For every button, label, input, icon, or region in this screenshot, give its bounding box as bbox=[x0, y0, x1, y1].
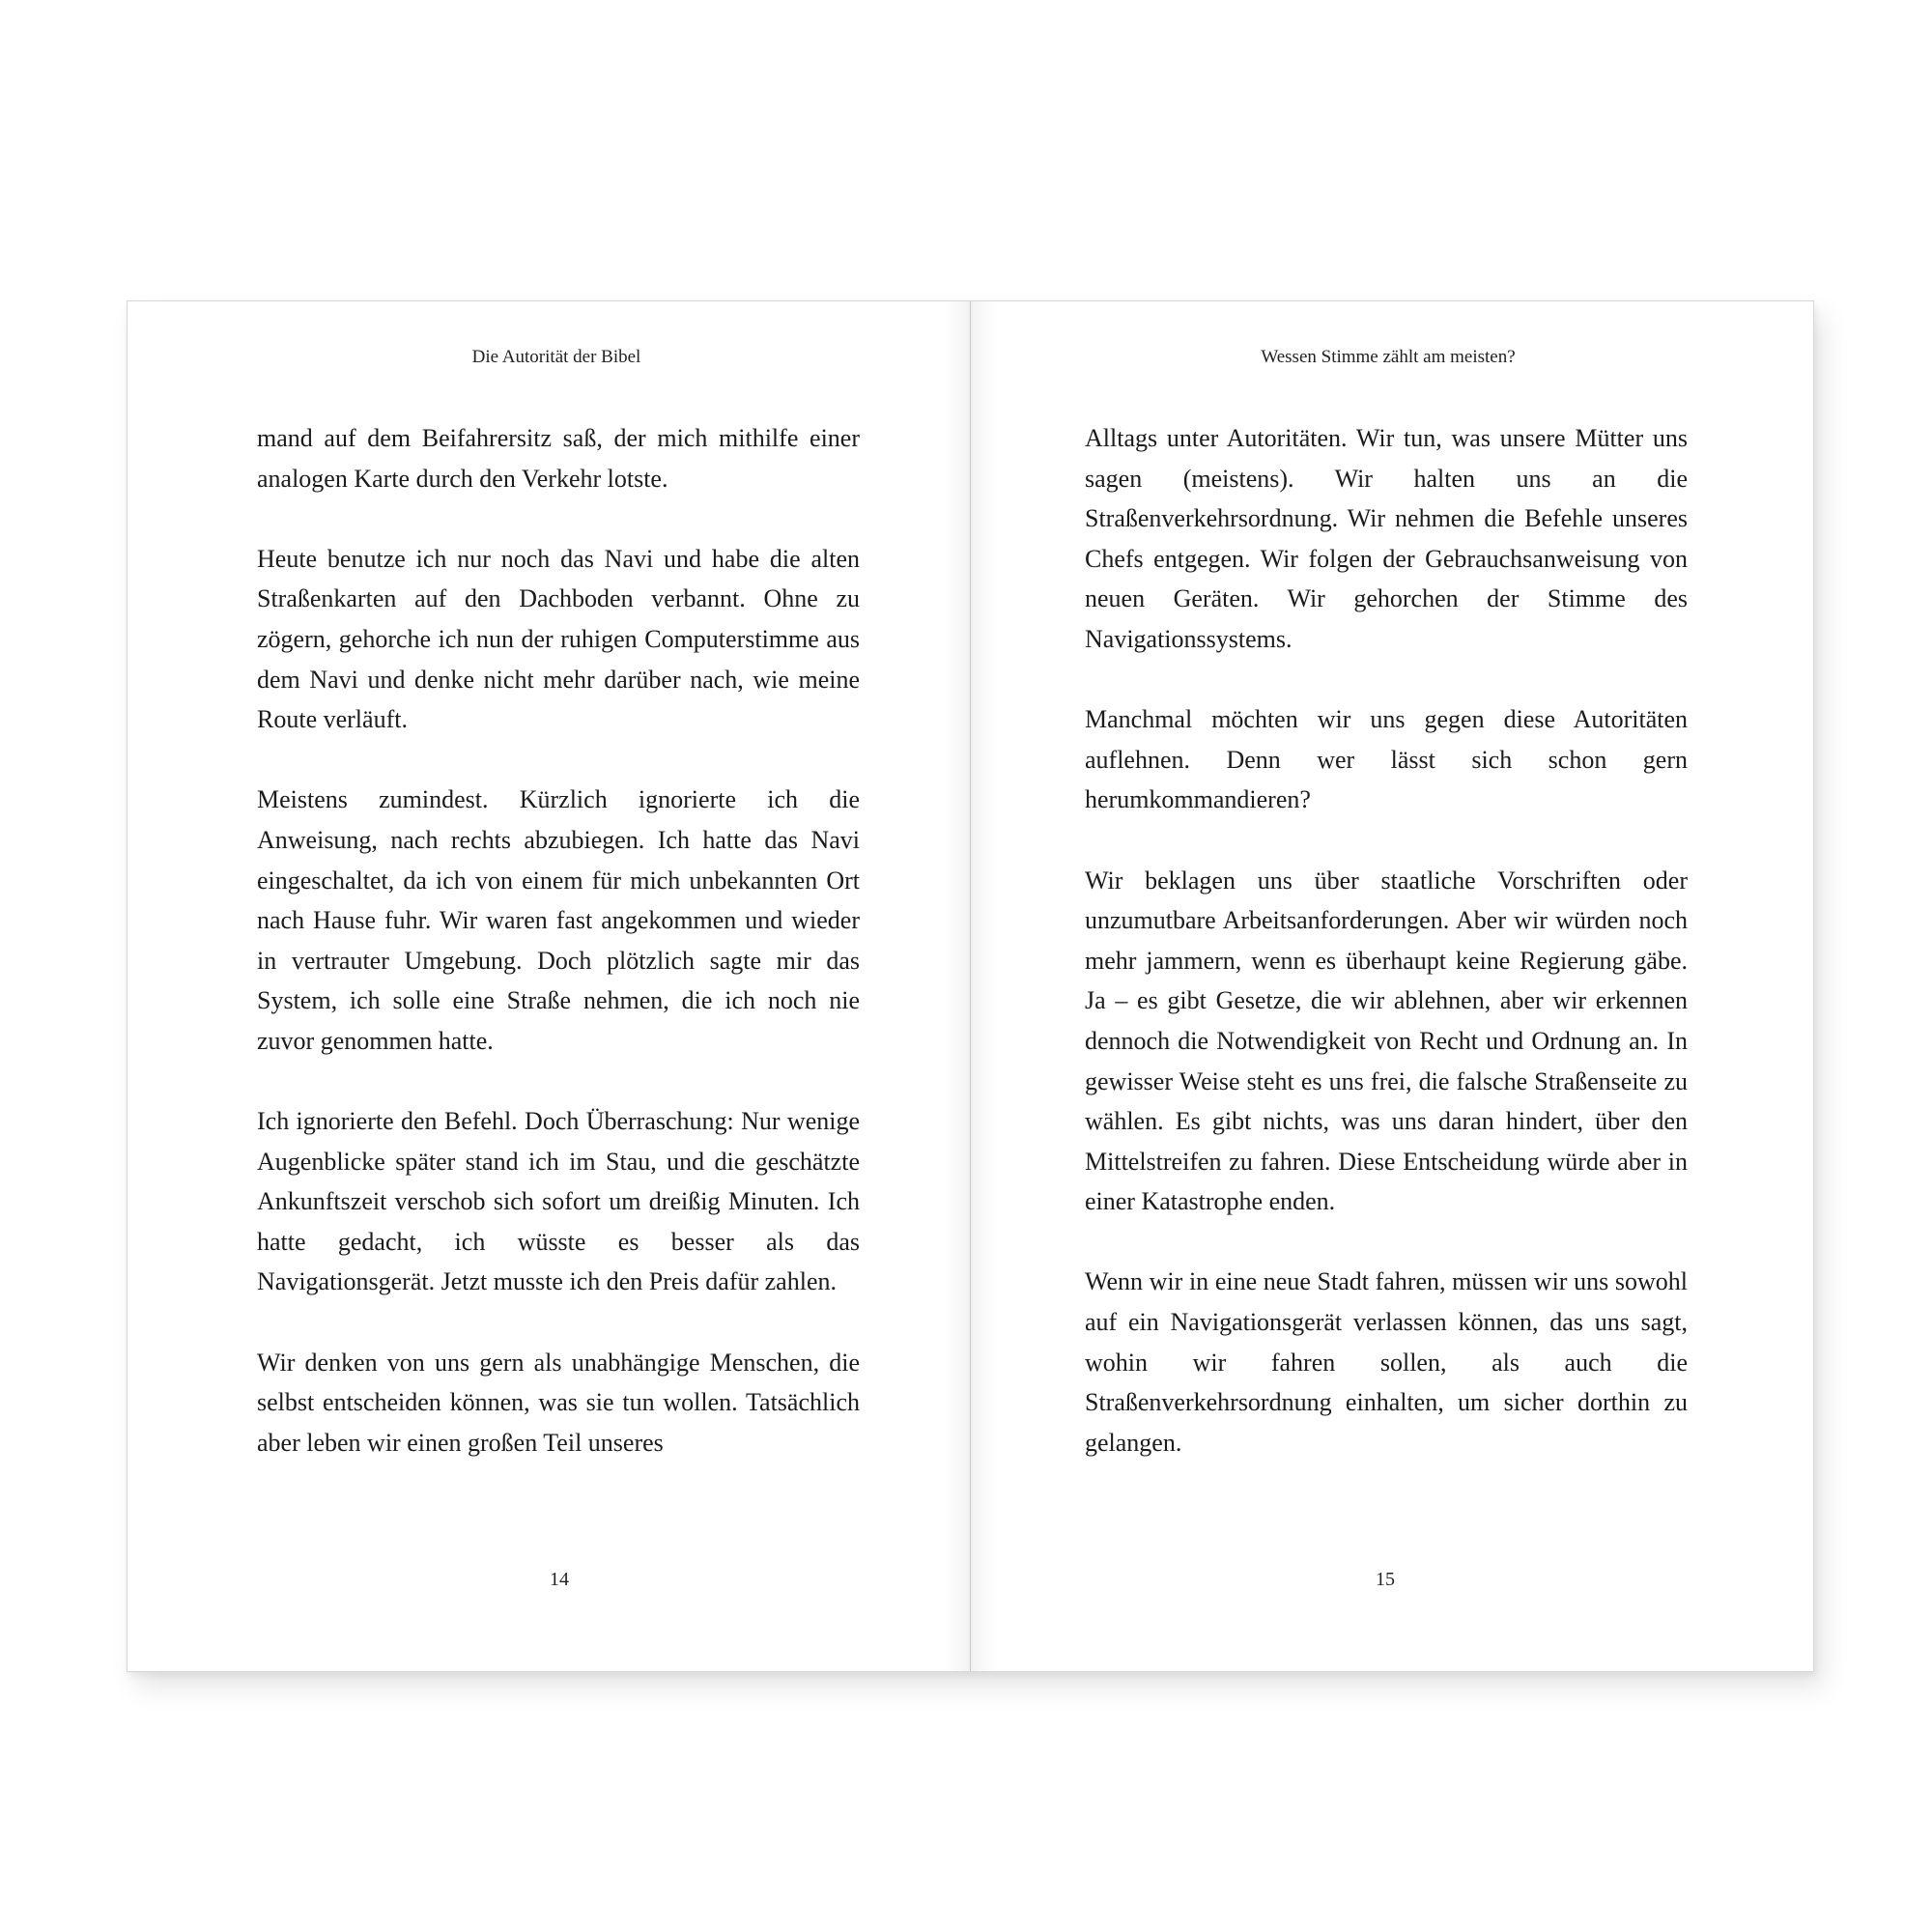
paragraph: Wenn wir in eine neue Stadt fahren, müssen wir uns sowohl auf ein Navigationsgerät verlassen können, das uns sagt, wohin wir fahren sollen, als auch die Straßenverkehrsordnung einhalten, um sicher dorthin zu gelangen. bbox=[1085, 1267, 1688, 1457]
right-running-head: Wessen Stimme zählt am meisten? bbox=[1261, 347, 1516, 367]
paragraph: Wir beklagen uns über staatliche Vorschriften oder unzumutbare Arbeitsanforderungen. Aber wir würden noch mehr jammern, wenn es überhaupt keine Regierung gäbe. Ja – es gibt Gesetze, die wir ablehnen, aber wir erkennen dennoch die Notwendigkeit von Recht und Ordnung an. In gewisser Weise steht es uns frei, die falsche Straßenseite zu wählen. Es gibt nichts, was uns daran hindert, über den Mittelstreifen zu fahren. Diese Entscheidung würde aber in einer Katastrophe enden. bbox=[1085, 866, 1688, 1216]
left-page bbox=[127, 300, 970, 1672]
paragraph: Ich ignorierte den Befehl. Doch Überraschung: Nur wenige Augenblicke später stand ich im Stau, und die geschätzte Ankunftszeit verschob sich sofort um dreißig Minuten. Ich hatte gedacht, ich wüsste es besser als das Navigationsgerät. Jetzt musste ich den Preis dafür zahlen. bbox=[257, 1107, 860, 1296]
right-body-text bbox=[1085, 418, 1688, 1463]
paragraph: Meistens zumindest. Kürzlich ignorierte ich die Anweisung, nach rechts abzubiegen. Ich hatte das Navi eingeschaltet, da ich von einem für mich unbekannten Ort nach Hause fuhr. Wir waren fast angekommen und wieder in vertrauter Umgebung. Doch plötzlich sagte mir das System, ich solle eine Straße nehmen, die ich noch nie zuvor genommen hatte. bbox=[257, 785, 860, 1055]
paragraph: Heute benutze ich nur noch das Navi und habe die alten Straßenkarten auf den Dachboden verbannt. Ohne zu zögern, gehorche ich nun der ruhigen Computerstimme aus dem Navi und denke nicht mehr darüber nach, wie meine Route verläuft. bbox=[257, 544, 860, 734]
left-page-number: 14 bbox=[550, 1569, 569, 1590]
book-spread bbox=[127, 300, 1814, 1672]
paragraph: mand auf dem Beifahrersitz saß, der mich mithilfe einer analogen Karte durch den Verkehr lotste. bbox=[257, 424, 860, 493]
right-page bbox=[970, 300, 1814, 1672]
paragraph: Manchmal möchten wir uns gegen diese Autoritäten auflehnen. Denn wer lässt sich schon gern herumkommandieren? bbox=[1085, 705, 1688, 814]
paragraph: Alltags unter Autoritäten. Wir tun, was unsere Mütter uns sagen (meistens). Wir halten uns an die Straßenverkehrsordnung. Wir nehmen die Befehle unseres Chefs entgegen. Wir folgen der Gebrauchsanweisung von neuen Geräten. Wir gehorchen der Stimme des Navigationssystems. bbox=[1085, 424, 1688, 653]
left-running-head: Die Autorität der Bibel bbox=[471, 347, 641, 367]
left-body-text bbox=[257, 418, 860, 1463]
paragraph: Wir denken von uns gern als unabhängige Menschen, die selbst entscheiden können, was sie tun wollen. Tatsächlich aber leben wir einen großen Teil unseres bbox=[257, 1348, 860, 1457]
right-page-number: 15 bbox=[1376, 1569, 1395, 1590]
